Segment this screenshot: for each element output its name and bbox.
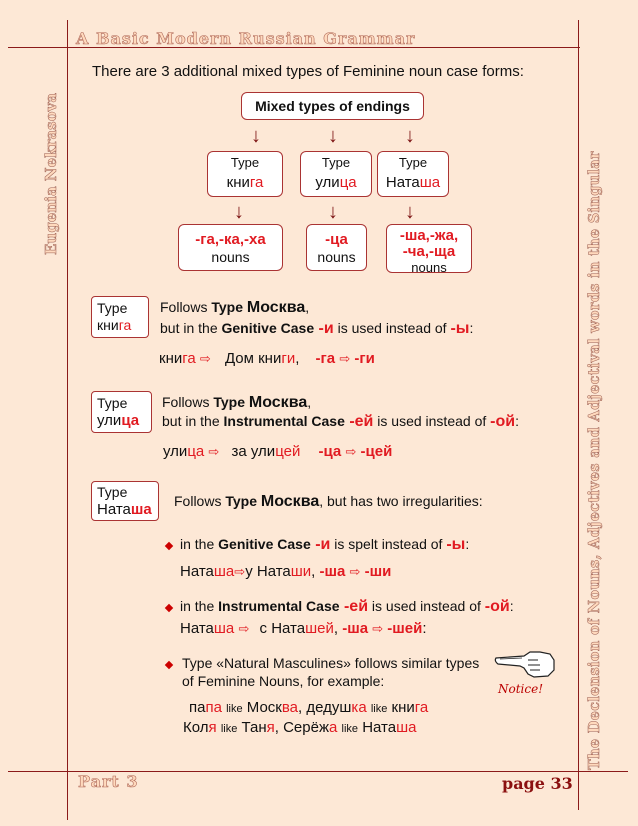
stem: кни [226, 174, 250, 191]
s1-example [159, 350, 375, 368]
text: -ша [319, 563, 346, 580]
text: Instrumental Case [218, 598, 340, 614]
s1-line1 [160, 299, 309, 316]
text: like [226, 703, 243, 715]
text: Москва [246, 299, 306, 316]
text: Ната [180, 563, 214, 580]
text: Genitive Case [218, 536, 311, 552]
text: Follows [162, 394, 214, 410]
text: ша [213, 563, 235, 580]
text: Ната [180, 620, 214, 637]
ending: ца [339, 174, 357, 191]
type-label: Type [398, 155, 428, 170]
text: , [307, 394, 312, 410]
text: in the [180, 598, 219, 614]
tag-ending: ца [121, 412, 140, 429]
s3-bullet2-example [180, 620, 427, 638]
text: Москва [260, 493, 320, 510]
s3-bullet1 [180, 536, 469, 553]
intro-text: There are 3 additional mixed types of Feminine noun case forms: [92, 63, 524, 80]
nouns-label: nouns [317, 249, 356, 265]
nouns-label: nouns [211, 249, 250, 265]
s3-bullet1-example [180, 563, 391, 581]
s2-line2 [162, 413, 519, 430]
text: ка [351, 699, 367, 716]
book-title: A Basic Modern Russian Grammar [76, 29, 416, 48]
implies-icon: ⇨ [234, 564, 246, 579]
text: , дедуш [298, 699, 352, 716]
text: : [515, 413, 519, 429]
implies-icon: ⇨ [238, 621, 250, 636]
text: Follows [160, 299, 212, 315]
s2-example [163, 443, 392, 461]
text: : [422, 620, 427, 637]
masculine-example-row1 [189, 698, 428, 719]
tag-type: Type [97, 300, 128, 316]
text: : [465, 536, 470, 552]
text: с Ната [259, 620, 306, 637]
arrow-down-icon: ↓ [328, 125, 338, 147]
s3-bullet2 [180, 598, 514, 615]
text: like [341, 723, 359, 735]
endings-box-tsa [306, 224, 367, 271]
text: , [305, 299, 310, 315]
part-label: Part 3 [78, 772, 139, 791]
tag-ulitsa [91, 391, 152, 433]
text: Type [225, 493, 261, 509]
stem: Ната [385, 174, 420, 191]
text: я [266, 719, 275, 736]
endings: -ша,-жа, [399, 227, 459, 244]
text: -ша [342, 620, 369, 637]
bullet-icon [165, 604, 173, 612]
text: -ши [364, 563, 392, 580]
text: but in the [162, 413, 224, 429]
endings: -ча,-ща [402, 243, 456, 260]
text: Кол [183, 719, 209, 736]
endings: -ца [325, 231, 348, 248]
implies-icon: ⇨ [345, 444, 357, 459]
implies-icon: ⇨ [208, 444, 220, 459]
text: ши [290, 563, 312, 580]
implies-icon: ⇨ [199, 351, 211, 366]
text: : [469, 320, 474, 336]
text: Type [211, 299, 247, 315]
type-box-kniga [207, 151, 283, 197]
page-number: page 33 [502, 774, 573, 793]
implies-icon: ⇨ [372, 621, 384, 636]
ending: ша [419, 174, 441, 191]
tag-ending: ша [130, 501, 152, 518]
s3-bullet3-line2: of Feminine Nouns, for example: [182, 673, 385, 689]
implies-icon: ⇨ [349, 564, 361, 579]
text: Ната [362, 719, 397, 736]
text: га [414, 699, 429, 716]
endings-box-sha [386, 224, 472, 273]
s3-line1 [174, 493, 483, 510]
text: like [370, 703, 388, 715]
text: кни [391, 699, 415, 716]
text: ша [213, 620, 235, 637]
tag-ending: га [118, 317, 132, 333]
tag-type: Type [97, 484, 128, 500]
notice-label: Notice! [498, 682, 544, 696]
text: па [189, 699, 206, 716]
text: ва [281, 699, 299, 716]
text: га [182, 350, 196, 367]
text: ули [163, 443, 188, 460]
arrow-down-icon: ↓ [328, 201, 338, 223]
text: ша [396, 719, 417, 736]
right-rule [578, 20, 579, 810]
text: , [295, 350, 300, 367]
text: -га [315, 350, 336, 367]
text: цей [275, 443, 301, 460]
bullet-icon [165, 661, 173, 669]
text: Москва [248, 394, 308, 411]
text: Моск [246, 699, 282, 716]
text: -шей [387, 620, 423, 637]
nouns-label: nouns [411, 260, 447, 275]
s2-line1 [162, 394, 311, 411]
endings-box-ga [178, 224, 283, 271]
text: in the [180, 536, 219, 552]
root-label: Mixed types of endings [255, 98, 410, 114]
arrow-down-icon: ↓ [234, 201, 244, 223]
text: -и [314, 320, 334, 337]
text: Тан [241, 719, 267, 736]
tag-type: Type [97, 395, 128, 411]
text: -ей [339, 598, 369, 615]
text: Follows [174, 493, 226, 509]
tag-stem: кни [97, 317, 119, 333]
type-box-natasha [377, 151, 449, 197]
root-box [241, 92, 424, 120]
text: -ца [318, 443, 342, 460]
type-box-ulitsa [300, 151, 372, 197]
text: -ы [446, 536, 466, 553]
s3-bullet3-line1: Type «Natural Masculines» follows similar types [182, 655, 480, 671]
text: -и [310, 536, 331, 553]
text: is spelt instead of [330, 536, 447, 552]
text: ги [281, 350, 296, 367]
text: -ей [344, 413, 374, 430]
text: Instrumental Case [223, 413, 345, 429]
masculine-example-row2 [183, 718, 416, 739]
arrow-down-icon: ↓ [405, 125, 415, 147]
text: па [205, 699, 222, 716]
implies-icon: ⇨ [339, 351, 351, 366]
left-rule [67, 20, 68, 820]
text: -ы [450, 320, 470, 337]
tag-natasha [91, 481, 159, 521]
bullet-icon [165, 542, 173, 550]
text: is used instead of [368, 598, 485, 614]
text: за ули [231, 443, 276, 460]
pointing-hand-icon [494, 646, 558, 680]
type-label: Type [230, 155, 260, 170]
text: is used instead of [333, 320, 451, 336]
author-name: Eugenia Nekrasova [42, 92, 60, 255]
text: , but has two irregularities: [319, 493, 483, 509]
text: is used instead of [373, 413, 491, 429]
text: , Серёж [274, 719, 329, 736]
text: but in the [160, 320, 222, 336]
text: , [333, 620, 339, 637]
text: шей [305, 620, 334, 637]
text: -ой [484, 598, 510, 615]
tag-stem: Ната [97, 501, 131, 518]
text: like [220, 723, 238, 735]
text: у Ната [245, 563, 291, 580]
side-title: The Declension of Nouns, Adjectives and Adjectival words in the Singular [586, 151, 603, 770]
tag-kniga [91, 296, 149, 338]
stem: ули [315, 174, 340, 191]
text: ца [187, 443, 205, 460]
s1-line2 [160, 320, 473, 337]
tag-stem: ули [97, 412, 122, 429]
text: Genitive Case [221, 320, 315, 336]
text: а [328, 719, 338, 736]
text: Type [213, 394, 249, 410]
text: -ой [490, 413, 516, 430]
text: кни [159, 350, 183, 367]
text: -цей [360, 443, 393, 460]
type-label: Type [321, 155, 351, 170]
ending: га [249, 174, 264, 191]
text: , [311, 563, 316, 580]
text: я [208, 719, 217, 736]
arrow-down-icon: ↓ [251, 125, 261, 147]
text: -ги [354, 350, 375, 367]
arrow-down-icon: ↓ [405, 201, 415, 223]
text: : [509, 598, 514, 614]
endings: -га,-ка,-ха [195, 231, 266, 248]
text: Дом кни [224, 350, 282, 367]
